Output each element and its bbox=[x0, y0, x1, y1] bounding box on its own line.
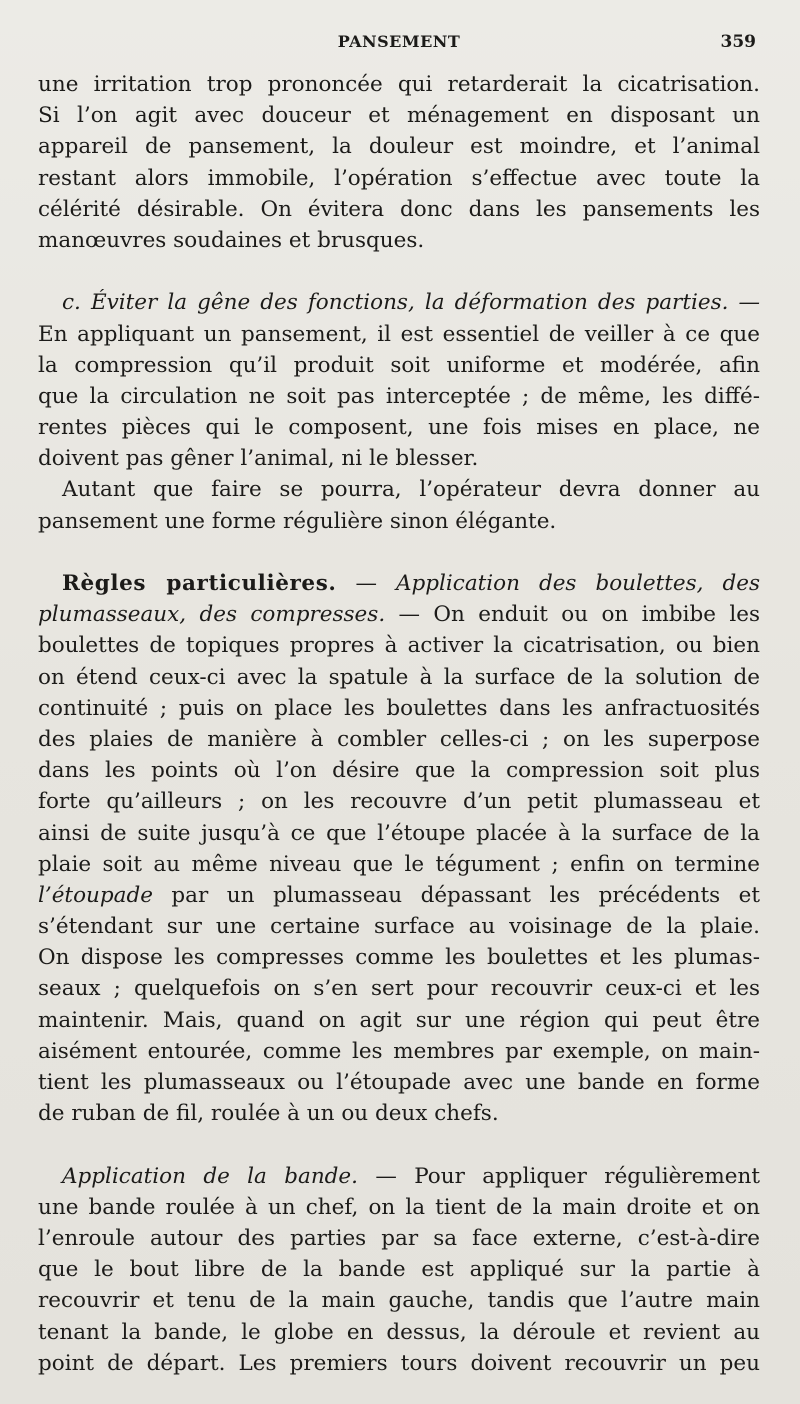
text-line: dans les points où l’on désire que la compression soit plus bbox=[38, 758, 760, 784]
text-line: seaux ; quelquefois on s’en sert pour recouvrir ceux-ci et les bbox=[38, 976, 760, 1002]
text-line: Si l’on agit avec douceur et ménagement en disposant un bbox=[38, 103, 760, 129]
text-line: s’étendant sur une certaine surface au voisinage de la plaie. bbox=[38, 914, 760, 940]
text-line: on étend ceux-ci avec la spatule à la surface de la solution de bbox=[38, 664, 760, 690]
text-line: ainsi de suite jusqu’à ce que l’étoupe placée à la surface de la bbox=[38, 820, 760, 846]
heading-dash: — bbox=[336, 571, 396, 596]
text-line: une irritation trop prononcée qui retarderait la cicatrisation. bbox=[38, 72, 760, 97]
text-line: doivent pas gêner l’animal, ni le blesser. bbox=[38, 446, 479, 472]
section-bande-heading bbox=[38, 1161, 760, 1192]
paragraph-gap bbox=[38, 537, 760, 568]
section-regles bbox=[38, 568, 760, 1129]
text-line: appareil de pansement, la douleur est moindre, et l’animal bbox=[38, 134, 760, 160]
text-line: continuité ; puis on place les boulettes dans les anfractuosités bbox=[38, 695, 760, 721]
text-line: maintenir. Mais, quand on agit sur une région qui peut être bbox=[38, 1007, 760, 1033]
text-line: que le bout libre de la bande est appliqué sur la partie à bbox=[38, 1257, 760, 1283]
section-c-heading: c. Éviter la gêne des fonctions, la déformation des parties. — bbox=[62, 290, 760, 316]
text-line: que la circulation ne soit pas interceptée ; de même, les diffé- bbox=[38, 383, 760, 409]
text-line: tenant la bande, le globe en dessus, la déroule et revient au bbox=[38, 1319, 760, 1345]
text-line: rentes pièces qui le composent, une fois mises en place, ne bbox=[38, 415, 760, 441]
heading-italic-continued: plumasseaux, des compresses. bbox=[38, 602, 386, 628]
text-line: En appliquant un pansement, il est essentiel de veiller à ce que bbox=[38, 321, 760, 347]
text-span: — Pour appliquer régulièrement bbox=[357, 1163, 760, 1189]
text-line: restant alors immobile, l’opération s’effectue avec toute la bbox=[38, 165, 760, 191]
section-bande bbox=[38, 1161, 760, 1379]
text-line: de ruban de fil, roulée à un ou deux chefs. bbox=[38, 1101, 499, 1127]
text-line bbox=[38, 599, 760, 630]
text-line: recouvrir et tenu de la main gauche, tandis que l’autre main bbox=[38, 1288, 760, 1314]
heading-italic: Application de la bande. bbox=[62, 1163, 358, 1189]
text-line: boulettes de topiques propres à activer la cicatrisation, ou bien bbox=[38, 633, 760, 659]
text-span: par un plumasseau dépassant les précédents et bbox=[152, 882, 760, 908]
heading-italic: Application des boulettes, des bbox=[395, 571, 760, 596]
etoupade-term: l’étoupade bbox=[38, 882, 153, 908]
text-line: Autant que faire se pourra, l’opérateur devra donner au bbox=[62, 477, 760, 503]
text-line: forte qu’ailleurs ; on les recouvre d’un petit plumasseau et bbox=[38, 789, 760, 815]
running-head bbox=[38, 32, 760, 58]
section-c bbox=[38, 287, 760, 537]
text-line: célérité désirable. On évitera donc dans les pansements les bbox=[38, 196, 760, 222]
text-line bbox=[38, 880, 760, 911]
text-line: On dispose les compresses comme les boulettes et les plumas- bbox=[38, 945, 760, 971]
text-line: tient les plumasseaux ou l’étoupade avec une bande en forme bbox=[38, 1070, 760, 1095]
text-line: aisément entourée, comme les membres par exemple, on main- bbox=[38, 1038, 760, 1064]
text-line: plaie soit au même niveau que le tégument ; enfin on termine bbox=[38, 851, 760, 877]
paragraph-intro bbox=[38, 69, 760, 256]
text-line: l’enroule autour des parties par sa face externe, c’est-à-dire bbox=[38, 1225, 760, 1251]
text-line: la compression qu’il produit soit uniforme et modérée, afin bbox=[38, 352, 760, 378]
text-line: pansement une forme régulière sinon élégante. bbox=[38, 508, 557, 534]
page-number: 359 bbox=[720, 32, 756, 52]
text-line: manœuvres soudaines et brusques. bbox=[38, 227, 425, 253]
text-line: des plaies de manière à combler celles-ci ; on les superpose bbox=[38, 726, 760, 752]
text-line: une bande roulée à un chef, on la tient de la main droite et on bbox=[38, 1194, 760, 1220]
body-text bbox=[38, 69, 760, 1379]
text-span: — On enduit ou on imbibe les bbox=[385, 602, 760, 628]
section-regles-heading bbox=[38, 568, 760, 599]
paragraph-gap bbox=[38, 1129, 760, 1160]
running-title: PANSEMENT bbox=[337, 32, 461, 51]
text-line: point de départ. Les premiers tours doivent recouvrir un peu bbox=[38, 1350, 760, 1376]
paragraph-gap bbox=[38, 256, 760, 287]
heading-bold: Règles particulières. bbox=[62, 571, 337, 596]
